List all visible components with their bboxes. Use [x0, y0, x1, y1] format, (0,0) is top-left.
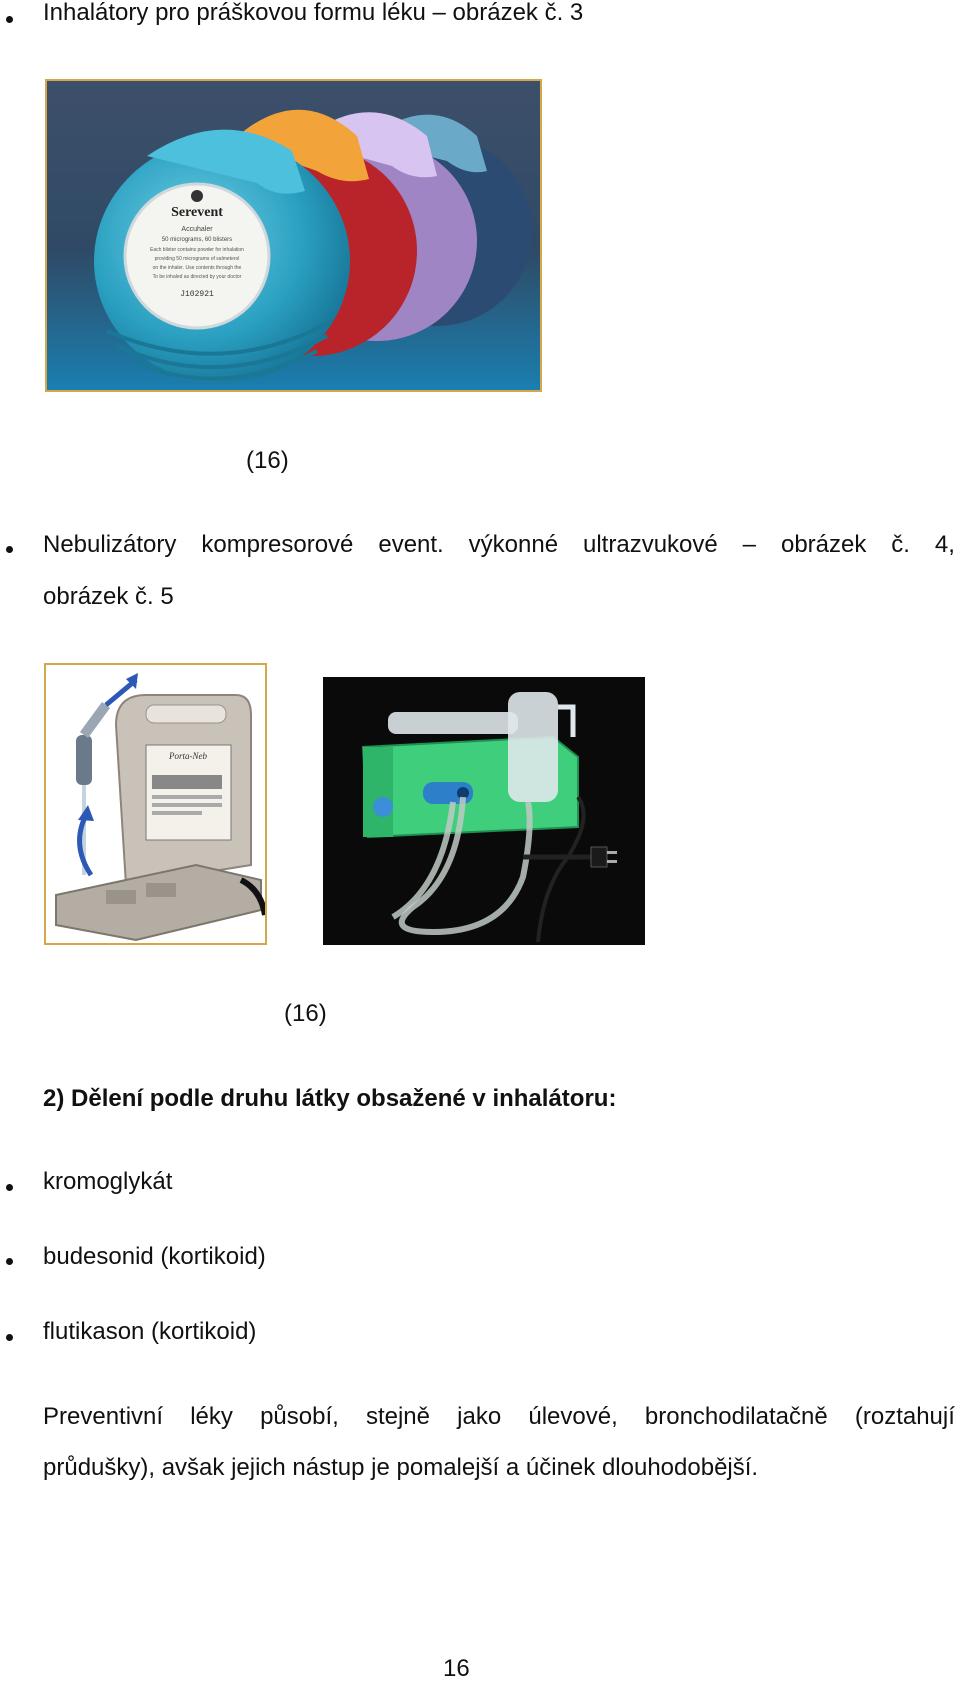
figure-compressor-nebulizer [323, 677, 645, 945]
bullet [6, 1258, 13, 1265]
bullet-text-budesonide: budesonid (kortikoid) [43, 1243, 266, 1270]
bullet-text-inhalers: Inhalátory pro práškovou formu léku – obrázek č. 3 [43, 0, 584, 26]
bullet [6, 546, 13, 553]
bullet-text-cromoglycate: kromoglykát [43, 1168, 173, 1195]
bullet [6, 16, 13, 23]
figure-caption: (16) [284, 1000, 327, 1027]
section-heading: 2) Dělení podle druhu látky obsažené v inhalátoru: [43, 1085, 617, 1112]
svg-text:J102921: J102921 [180, 290, 214, 299]
power-button-icon [373, 797, 393, 817]
compressor-nebulizer-illustration [323, 677, 645, 945]
bullet [6, 1184, 13, 1191]
page-number: 16 [443, 1655, 470, 1682]
case-brand: Porta-Neb [169, 751, 207, 761]
svg-text:on the inhaler. Use contents t: on the inhaler. Use contents through the [152, 265, 242, 271]
svg-text:50 micrograms, 60 blisters: 50 micrograms, 60 blisters [161, 237, 233, 243]
bullet-text-nebulizers: Nebulizátory kompresorové event. výkonné ultrazvukové – obrázek č. 4, [43, 531, 955, 558]
logo-icon [191, 190, 203, 202]
nebulizer-case-illustration [46, 665, 265, 943]
svg-text:Each blister contains powder f: Each blister contains powder for inhalation [150, 247, 244, 253]
svg-text:Accuhaler: Accuhaler [181, 226, 213, 233]
inhalers-illustration [47, 81, 540, 390]
paragraph-line-1: Preventivní léky působí, stejně jako úlevové, bronchodilatačně (roztahují [43, 1403, 955, 1430]
figure-caption: (16) [246, 447, 289, 474]
bullet-text-fluticasone: flutikason (kortikoid) [43, 1318, 257, 1345]
svg-text:To be inhaled as directed by y: To be inhaled as directed by your doctor [152, 274, 242, 280]
figure-powder-inhalers [45, 79, 542, 392]
inhaler-brand: Serevent [171, 205, 223, 220]
svg-text:providing 50 micrograms of sal: providing 50 micrograms of salmeterol [154, 256, 240, 262]
bullet-text-nebulizers-cont: obrázek č. 5 [43, 583, 174, 610]
figure-nebulizer-case [44, 663, 267, 945]
paragraph-line-2: průdušky), avšak jejich nástup je pomalejší a účinek dlouhodobější. [43, 1454, 759, 1481]
bullet [6, 1334, 13, 1341]
